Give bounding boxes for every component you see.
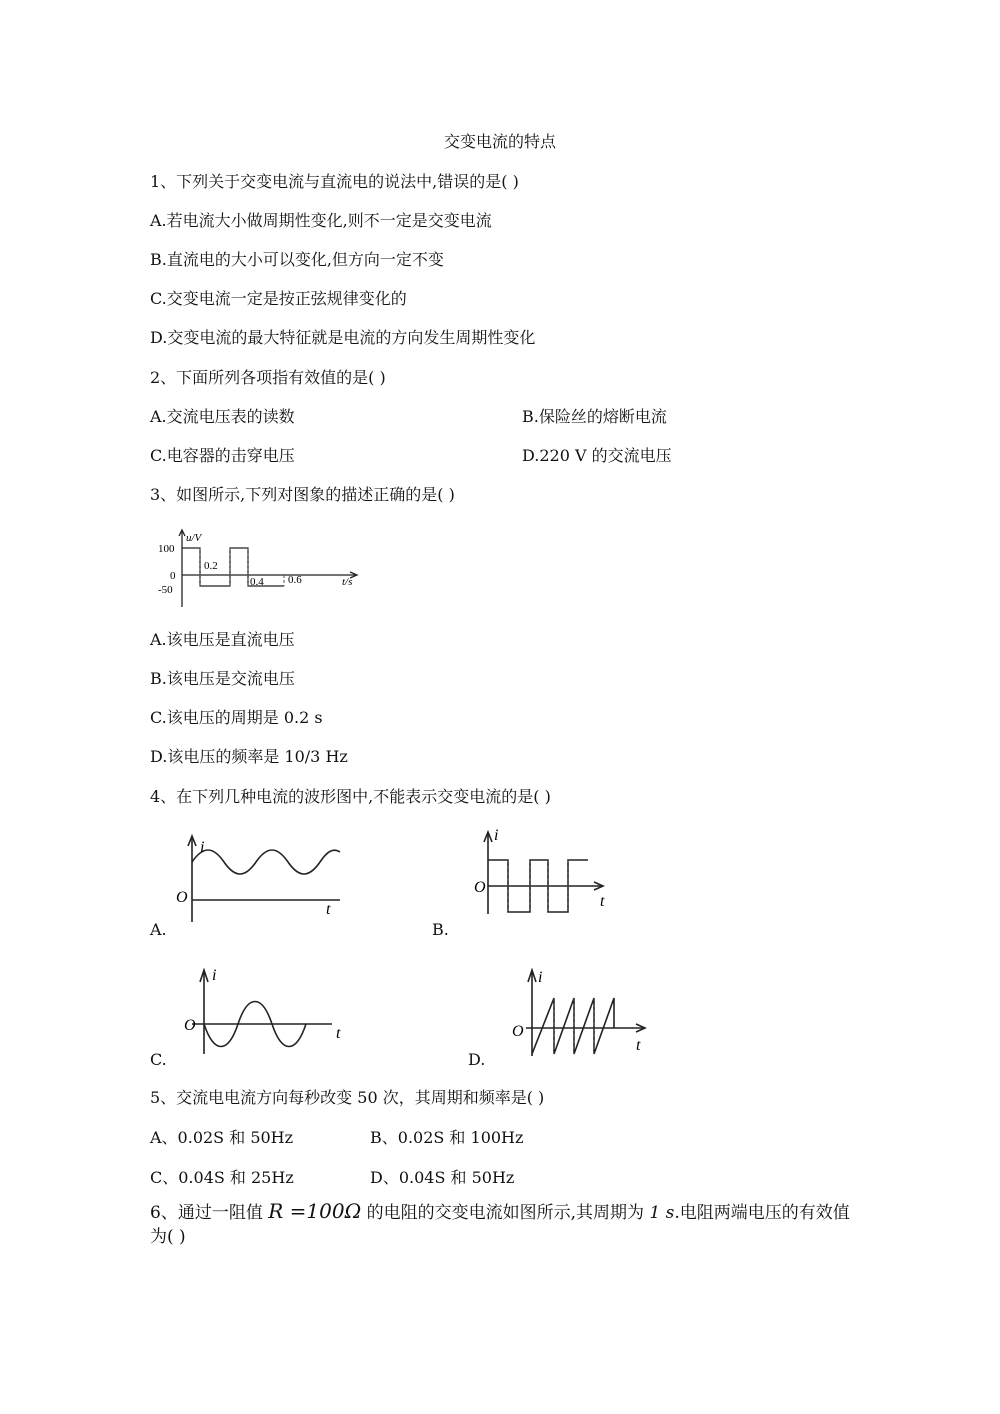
q4-label-a: A. [150,920,167,939]
q4c-origin: O [184,1017,196,1034]
q4b-origin: O [474,879,486,896]
q1-option-a: A.若电流大小做周期性变化,则不一定是交变电流 [150,211,492,230]
q5-option-d: D、0.04S 和 50Hz [370,1168,515,1187]
q4-graph-b [472,826,622,918]
q3-tick-neg50: -50 [158,584,173,596]
q6-part2: 的电阻的交变电流如图所示,其周期为 [366,1203,644,1223]
q4c-axis-t: t [336,1025,341,1042]
q4-label-b: B. [432,920,449,939]
q4d-axis-t: t [636,1037,641,1054]
q6-part1: 6、通过一阻值 [150,1203,263,1223]
q5-option-b: B、0.02S 和 100Hz [370,1128,524,1147]
q2-option-d: D.220 V 的交流电压 [522,446,672,465]
q4a-origin: O [176,889,188,906]
q3-ylabel: u/V [186,532,202,544]
q4d-axis-i: i [538,969,543,986]
q2-stem: 2、下面所列各项指有效值的是( ) [150,368,386,387]
q3-tick-02: 0.2 [204,560,218,572]
q3-option-c: C.该电压的周期是 0.2 s [150,708,323,727]
q5-option-a: A、0.02S 和 50Hz [150,1128,294,1147]
q4c-axis-i: i [212,967,217,984]
q4-graph-d [508,964,658,1060]
q2-option-c: C.电容器的击穿电压 [150,446,295,465]
q1-stem: 1、下列关于交变电流与直流电的说法中,错误的是( ) [150,172,519,191]
q3-tick-04: 0.4 [250,576,264,588]
q4-graph-c [180,964,355,1060]
q3-option-b: B.该电压是交流电压 [150,669,295,688]
q1-option-c: C.交变电流一定是按正弦规律变化的 [150,289,407,308]
q4d-origin: O [512,1023,524,1040]
q4a-axis-t: t [326,901,331,918]
q5-stem: 5、交流电电流方向每秒改变 50 次，其周期和频率是( ) [150,1088,545,1107]
q6-part3: .电阻两端电压的有效值 [674,1203,850,1223]
q4-graph-a [172,826,352,926]
q3-xlabel: t/s [342,576,353,588]
q6-line2: 为( ) [150,1227,186,1247]
q5-option-c: C、0.04S 和 25Hz [150,1168,294,1187]
q6-period: 1 s [649,1203,675,1223]
q4-stem: 4、在下列几种电流的波形图中,不能表示交变电流的是( ) [150,787,551,806]
q2-option-a: A.交流电压表的读数 [150,407,295,426]
q4-label-c: C. [150,1050,167,1069]
q4a-axis-i: i [200,839,205,856]
q1-option-b: B.直流电的大小可以变化,但方向一定不变 [150,250,444,269]
page-title: 交变电流的特点 [443,132,556,151]
q3-tick-100: 100 [158,543,175,555]
q4b-axis-i: i [494,827,499,844]
q4b-axis-t: t [600,893,605,910]
q3-voltage-graph [150,527,370,609]
q6-formula: R =100Ω [268,1199,362,1223]
q6-line1 [150,1199,850,1225]
q3-option-d: D.该电压的频率是 10/3 Hz [150,747,348,766]
q3-stem: 3、如图所示,下列对图象的描述正确的是( ) [150,485,455,504]
q1-option-d: D.交变电流的最大特征就是电流的方向发生周期性变化 [150,328,536,347]
q4-label-d: D. [468,1050,486,1069]
q3-tick-06: 0.6 [288,574,302,586]
q3-option-a: A.该电压是直流电压 [150,630,295,649]
q2-option-b: B.保险丝的熔断电流 [522,407,667,426]
q3-tick-0: 0 [170,570,176,582]
